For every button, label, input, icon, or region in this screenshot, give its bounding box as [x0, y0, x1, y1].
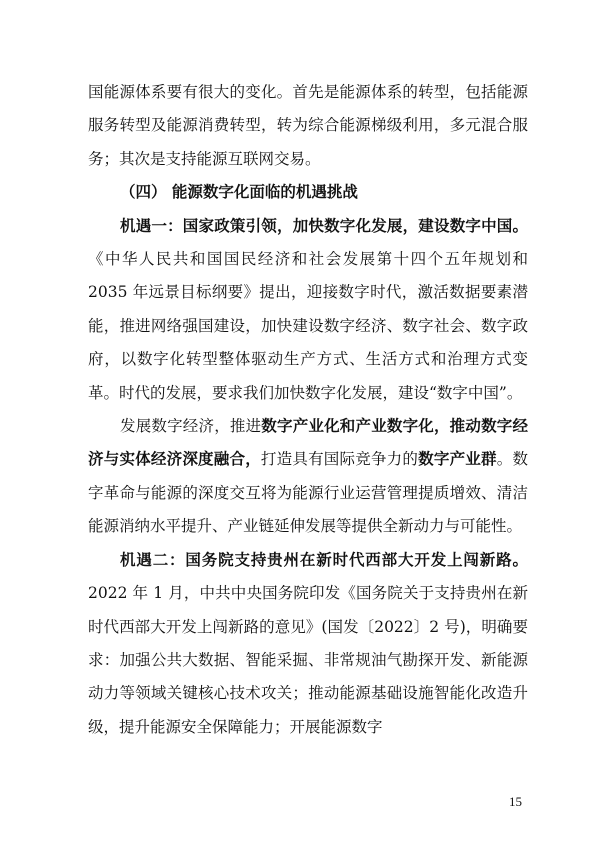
digital-economy-bold-2: 数字产业群	[418, 450, 497, 469]
body-text	[88, 76, 528, 744]
paragraph-opportunity-1	[88, 210, 528, 410]
paragraph-1: 国能源体系要有很大的变化。首先是能源体系的转型，包括能源服务转型及能源消费转型，转为综合能源梯级利用，多元混合服务；其次是支持能源互联网交易。	[88, 83, 528, 168]
page-number: 15	[509, 794, 522, 809]
opportunity-2-text: 2022 年 1 月，中共中央国务院印发《国务院关于支持贵州在新时代西部大开发上闯新路的意见》(国发〔2022〕2 号)，明确要求：加强公共大数据、智能采掘、非常规油气勘探开发、新能源动力等领域关键核心技术攻关；推动能源基础设施智能化改造升级，提升能源安全保障能力；开展能源数字	[88, 584, 528, 736]
digital-economy-bold-1: 数字产业化和产业数字化，推动数字经济与实体经济深度融合，	[88, 417, 528, 469]
opportunity-1-text: 《中华人民共和国国民经济和社会发展第十四个五年规划和 2035 年远景目标纲要》提出，迎接数字时代，激活数据要素潜能，推进网络强国建设，加快建设数字经济、数字社会、数字政府，以数字化转型整体驱动生产方式、生活方式和治理方式变革。时代的发展，要求我们加快数字化发展，建设“数字中国”。	[88, 250, 528, 402]
digital-economy-text-1: 发展数字经济，推进	[120, 417, 262, 436]
opportunity-1-title: 机遇一：国家政策引领，加快数字化发展，建设数字中国。	[120, 216, 528, 235]
paragraph-digital-economy	[88, 410, 528, 544]
paragraph-opportunity-2	[88, 544, 528, 744]
digital-economy-text-3: 。数字革命与能源的深度交互将为能源行业运营管理提质增效、清洁能源消纳水平提升、产业链延伸发展等提供全新动力与可能性。	[88, 450, 528, 536]
opportunity-2-title: 机遇二：国务院支持贵州在新时代西部大开发上闯新路。	[120, 550, 528, 569]
section-heading: （四） 能源数字化面临的机遇挑战	[120, 183, 358, 202]
digital-economy-text-2: 打造具有国际竞争力的	[260, 450, 419, 469]
